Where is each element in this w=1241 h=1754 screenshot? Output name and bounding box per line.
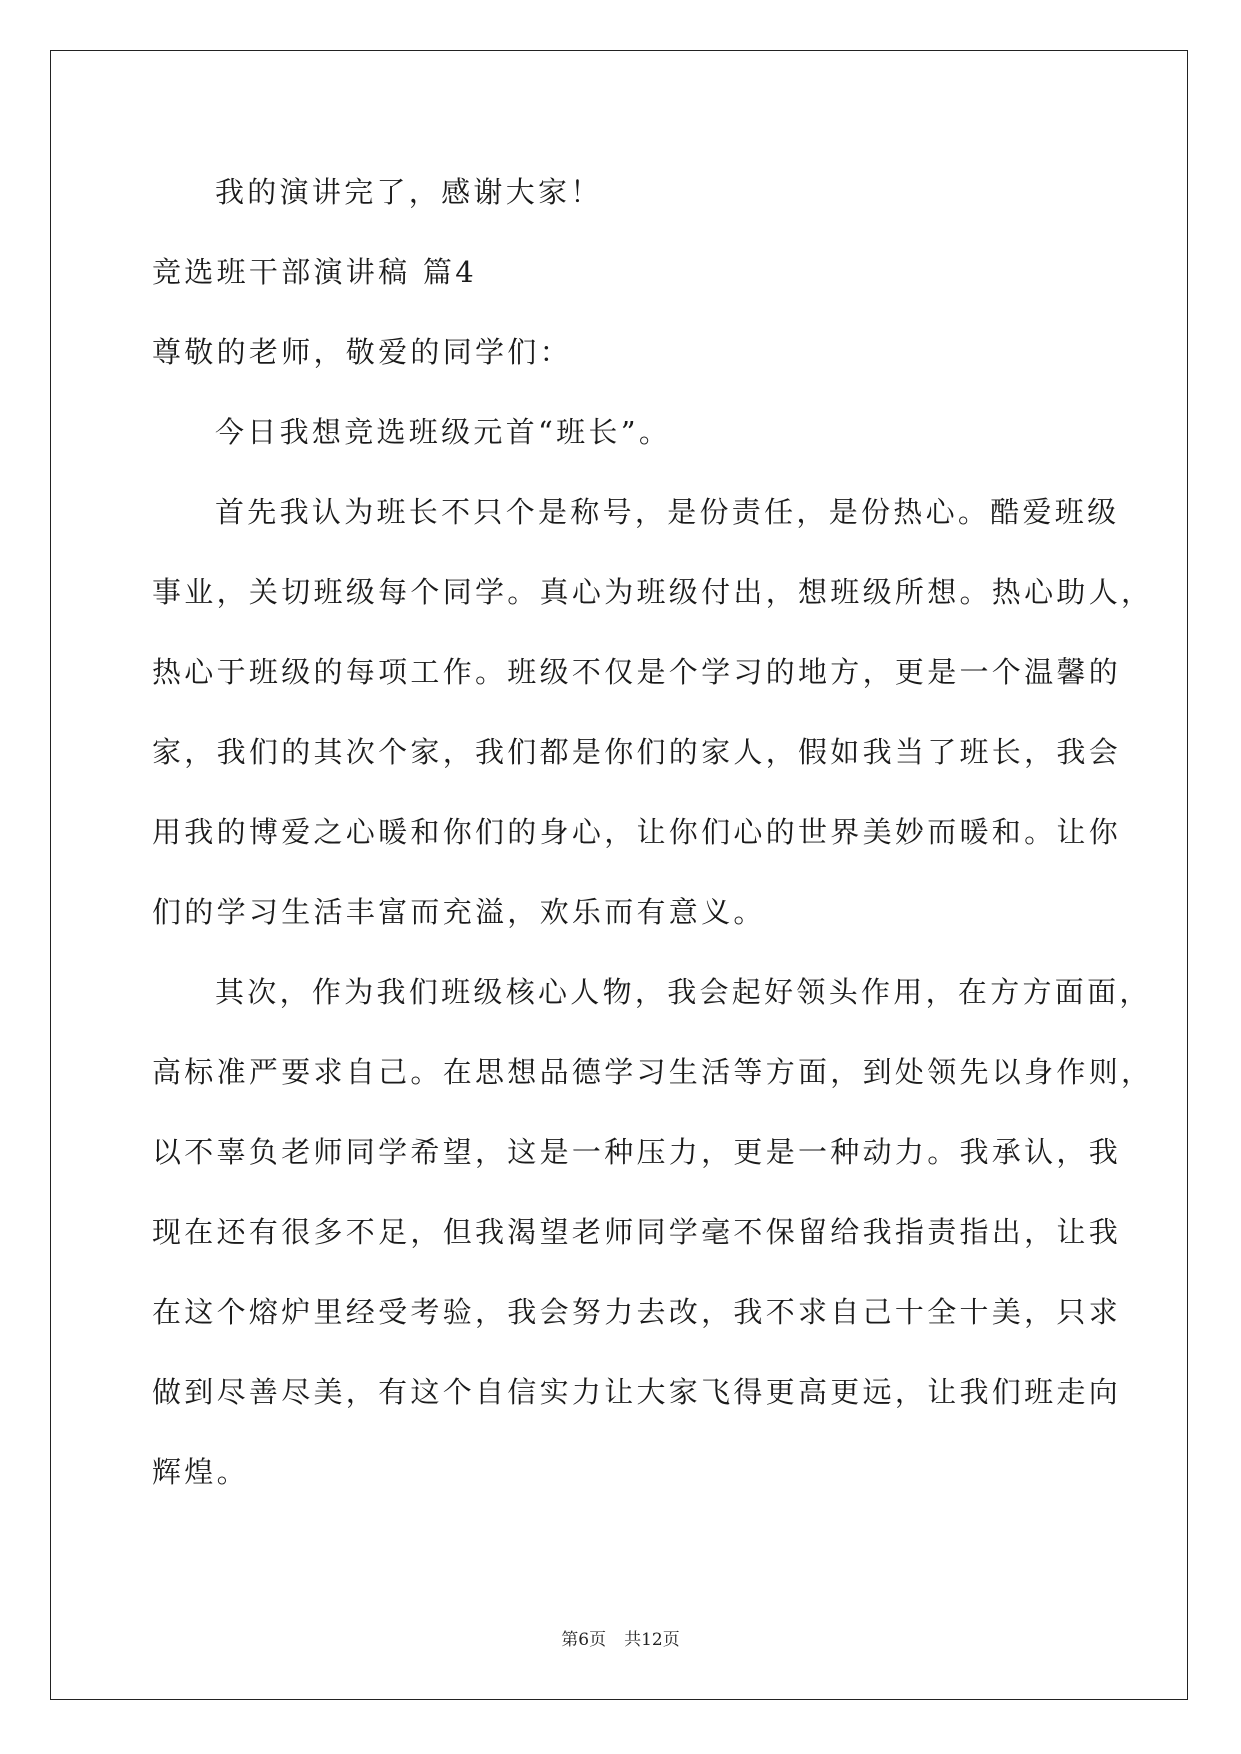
paragraph-line: 事业，关切班级每个同学。真心为班级付出，想班级所想。热心助人， (152, 575, 1154, 609)
paragraph-line: 用我的博爱之心暖和你们的身心，让你们心的世界美妙而暖和。让你 (152, 815, 1122, 849)
paragraph-line: 做到尽善尽美，有这个自信实力让大家飞得更高更远，让我们班走向 (152, 1375, 1122, 1409)
paragraph-line: 在这个熔炉里经受考验，我会努力去改，我不求自己十全十美，只求 (152, 1295, 1122, 1329)
section-heading: 竞选班干部演讲稿 篇4 (152, 255, 477, 289)
paragraph-line: 们的学习生活丰富而充溢，欢乐而有意义。 (152, 895, 766, 929)
paragraph-line: 高标准严要求自己。在思想品德学习生活等方面，到处领先以身作则， (152, 1055, 1154, 1089)
paragraph-line: 现在还有很多不足，但我渴望老师同学毫不保留给我指责指出，让我 (152, 1215, 1122, 1249)
paragraph-line: 其次，作为我们班级核心人物，我会起好领头作用，在方方面面， (215, 975, 1152, 1009)
paragraph-line: 热心于班级的每项工作。班级不仅是个学习的地方，更是一个温馨的 (152, 655, 1122, 689)
paragraph-line: 首先我认为班长不只个是称号，是份责任，是份热心。酷爱班级 (215, 495, 1120, 529)
page-footer (0, 1628, 1241, 1652)
paragraph-line: 以不辜负老师同学希望，这是一种压力，更是一种动力。我承认，我 (152, 1135, 1122, 1169)
current-page-number: 第6页 (561, 1630, 607, 1650)
salutation: 尊敬的老师，敬爱的同学们： (152, 335, 572, 369)
paragraph-line: 今日我想竞选班级元首“班长”。 (215, 415, 672, 449)
paragraph-line: 家，我们的其次个家，我们都是你们的家人，假如我当了班长，我会 (152, 735, 1122, 769)
paragraph-line: 辉煌。 (152, 1455, 249, 1489)
total-page-count: 共12页 (624, 1630, 680, 1650)
closing-line: 我的演讲完了，感谢大家！ (215, 175, 603, 209)
